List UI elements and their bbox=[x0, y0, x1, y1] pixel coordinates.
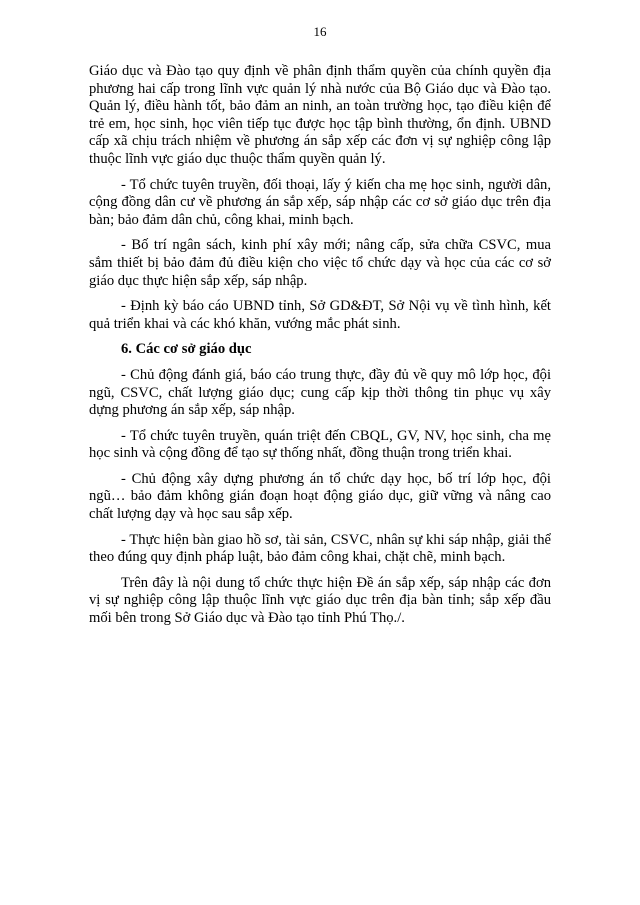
paragraph-communication: - Tổ chức tuyên truyền, quán triệt đến CBQL, GV, NV, học sinh, cha mẹ học sinh và cộng đồng để tạo sự thống nhất, đồng thuận trong triển khai. bbox=[89, 427, 551, 462]
paragraph-outreach: - Tổ chức tuyên truyền, đối thoại, lấy ý kiến cha mẹ học sinh, người dân, cộng đồng dân cư về phương án sắp xếp, sáp nhập các cơ sở giáo dục trên địa bàn; bảo đảm dân chủ, công khai, minh bạch. bbox=[89, 176, 551, 228]
paragraph-handover: - Thực hiện bàn giao hồ sơ, tài sản, CSVC, nhân sự khi sáp nhập, giải thể theo đúng quy định pháp luật, bảo đảm công khai, chặt chẽ, minh bạch. bbox=[89, 531, 551, 566]
paragraph-conclusion: Trên đây là nội dung tổ chức thực hiện Đề án sắp xếp, sáp nhập các đơn vị sự nghiệp công lập thuộc lĩnh vực giáo dục trên địa bàn tỉnh; sắp xếp đầu mối bên trong Sở Giáo dục và Đào tạo tỉnh Phú Thọ./. bbox=[89, 574, 551, 627]
paragraph-teaching-plan: - Chủ động xây dựng phương án tổ chức dạy học, bố trí lớp học, đội ngũ… bảo đảm không gián đoạn hoạt động giáo dục, giữ vững và nâng cao chất lượng dạy và học sau sắp xếp. bbox=[89, 470, 551, 523]
document-body bbox=[89, 63, 551, 636]
page-number: 16 bbox=[313, 24, 327, 39]
paragraph-reporting: - Định kỳ báo cáo UBND tỉnh, Sở GD&ĐT, Sở Nội vụ về tình hình, kết quả triển khai và các khó khăn, vướng mắc phát sinh. bbox=[89, 298, 551, 332]
section-heading: 6. Các cơ sở giáo dục bbox=[121, 341, 252, 358]
paragraph-continuation: Giáo dục và Đào tạo quy định về phân định thẩm quyền của chính quyền địa phương hai cấp trong lĩnh vực quản lý nhà nước của Bộ Giáo dục và Đào tạo. Quản lý, điều hành tốt, bảo đảm an ninh, an toàn trường học, tạo điều kiện để trẻ em, học sinh, học viên tiếp tục được học tập bình thường, ổn định. UBND cấp xã chịu trách nhiệm về phương án sắp xếp các đơn vị sự nghiệp công lập thuộc lĩnh vực giáo dục thuộc thẩm quyền quản lý. bbox=[89, 63, 551, 167]
paragraph-assessment: - Chủ động đánh giá, báo cáo trung thực, đầy đủ về quy mô lớp học, đội ngũ, CSVC, chất lượng giáo dục; cung cấp kịp thời thông tin phục vụ xây dựng phương án sắp xếp, sáp nhập. bbox=[89, 366, 551, 419]
paragraph-budget: - Bố trí ngân sách, kinh phí xây mới; nâng cấp, sửa chữa CSVC, mua sắm thiết bị bảo đảm đủ điều kiện cho việc tổ chức dạy và học của các cơ sở giáo dục thực hiện sắp xếp, sáp nhập. bbox=[89, 237, 551, 289]
